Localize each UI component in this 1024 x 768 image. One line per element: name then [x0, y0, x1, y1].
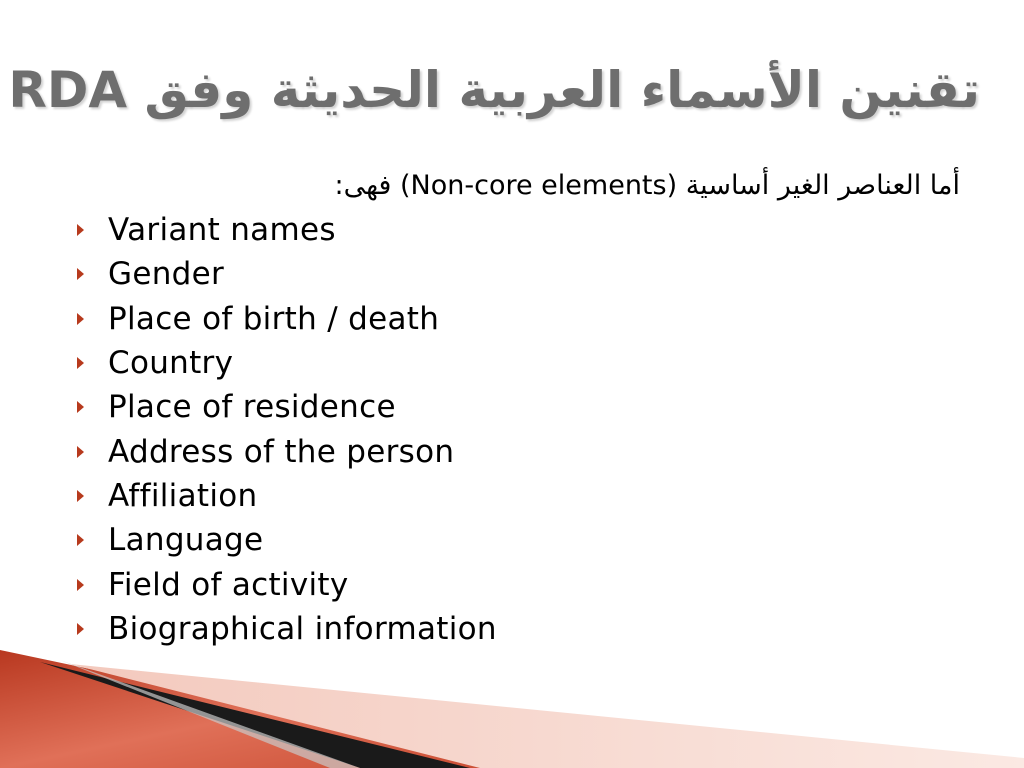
bullet-label: Country	[108, 345, 234, 382]
triangle-right-icon	[77, 224, 84, 236]
bullet-label: Address of the person	[108, 433, 455, 470]
slide-title: تقنين الأسماء العربية الحديثة وفق RDA	[8, 61, 980, 119]
triangle-right-icon	[77, 490, 84, 502]
bullet-label: Gender	[108, 256, 225, 293]
triangle-right-icon	[77, 446, 84, 458]
intro-line: أما العناصر الغير أساسية (Non-core elements) فهى:	[334, 170, 960, 201]
triangle-right-icon	[77, 313, 84, 325]
triangle-right-icon	[77, 579, 84, 591]
bullet-item	[72, 385, 497, 429]
triangle-right-icon	[77, 357, 84, 369]
bullet-label: Place of residence	[108, 389, 396, 426]
bullet-item	[72, 429, 497, 473]
bullet-label: Variant names	[108, 212, 336, 249]
triangle-right-icon	[77, 401, 84, 413]
bullet-item	[72, 562, 497, 606]
triangle-right-icon	[77, 534, 84, 546]
bullet-item	[72, 341, 497, 385]
bullet-label: Field of activity	[108, 566, 349, 603]
bullet-label: Place of birth / death	[108, 300, 440, 337]
bullet-item	[72, 297, 497, 341]
bullet-item	[72, 208, 497, 252]
triangle-right-icon	[77, 268, 84, 280]
bullet-list	[72, 208, 497, 651]
bullet-label: Affiliation	[108, 477, 258, 514]
bullet-item	[72, 518, 497, 562]
bullet-item	[72, 252, 497, 296]
decorative-corner-swoosh	[0, 640, 1024, 768]
bullet-item	[72, 474, 497, 518]
bullet-label: Language	[108, 522, 264, 559]
bullet-label: Biographical information	[108, 610, 497, 647]
triangle-right-icon	[77, 623, 84, 635]
